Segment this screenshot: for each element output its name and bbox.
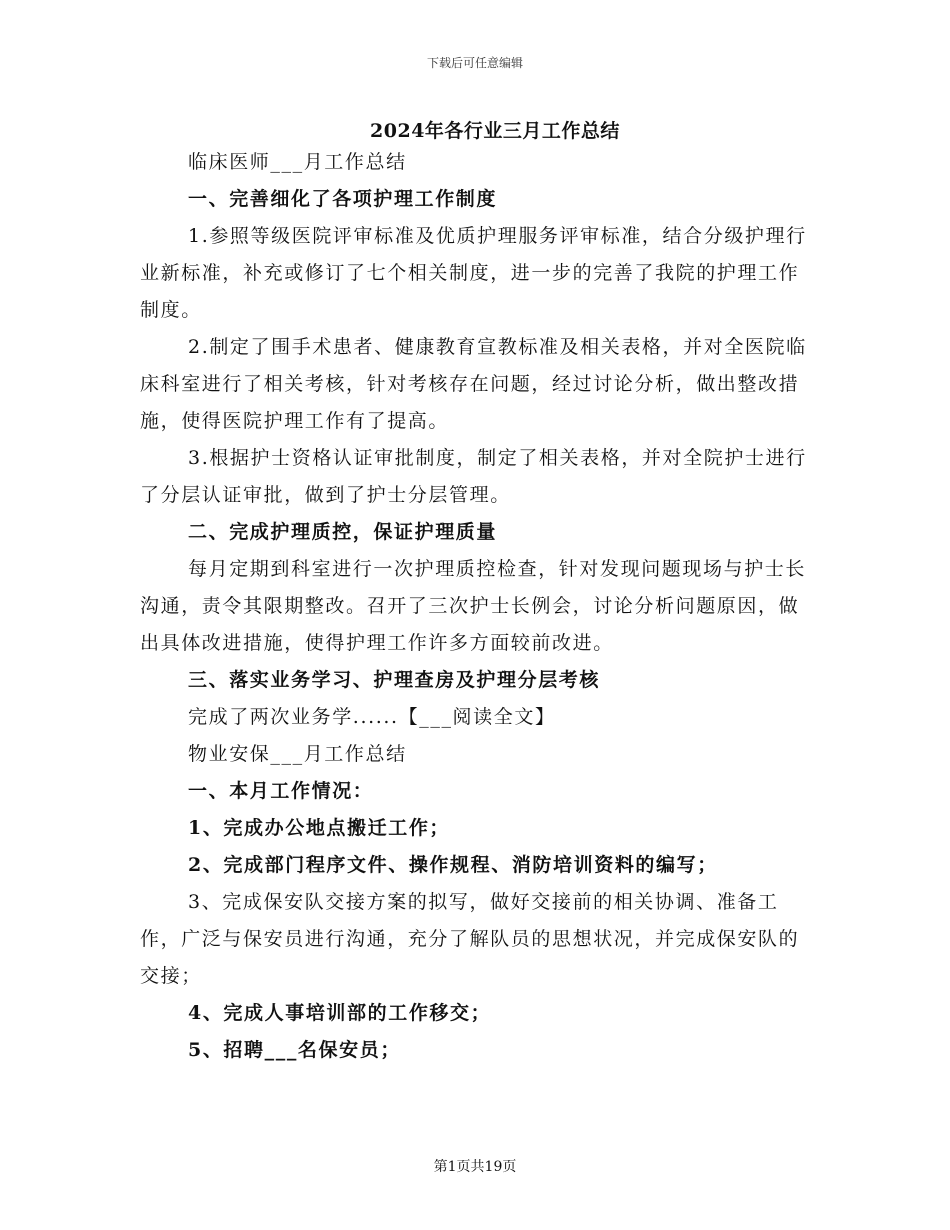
work-item-4: 4、完成人事培训部的工作移交； [188, 1002, 492, 1024]
section-heading-1: 一、完善细化了各项护理工作制度 [188, 188, 498, 210]
paragraph-item-1: 1.参照等级医院评审标准及优质护理服务评审标准，结合分级护理行业新标准，补充或修订了七个相关制度，进一步的完善了我院的护理工作制度。 [140, 225, 807, 321]
page-number: 第1页共19页 [433, 1159, 517, 1175]
paragraph-item-2: 2.制定了围手术患者、健康教育宣教标准及相关表格，并对全医院临床科室进行了相关考核，针对考核存在问题，经过讨论分析，做出整改措施，使得医院护理工作有了提高。 [140, 336, 807, 432]
document-title: 2024年各行业三月工作总结 [370, 120, 620, 142]
work-item-1: 1、完成办公地点搬迁工作； [188, 817, 451, 839]
section-heading-3: 三、落实业务学习、护理查房及护理分层考核 [188, 669, 601, 691]
subtitle-clinical: 临床医师___月工作总结 [188, 151, 407, 173]
read-more-link[interactable]: 完成了两次业务学......【___阅读全文】 [188, 706, 556, 728]
page-header-note: 下载后可任意编辑 [426, 56, 523, 70]
work-item-3: 3、完成保安队交接方案的拟写，做好交接前的相关协调、准备工作，广泛与保安员进行沟通，充分了解队员的思想状况，并完成保安队的交接； [140, 891, 800, 987]
document-body [140, 144, 810, 1069]
section-heading-2: 二、完成护理质控，保证护理质量 [188, 521, 498, 543]
work-item-5: 5、招聘___名保安员； [188, 1039, 401, 1061]
work-item-2: 2、完成部门程序文件、操作规程、消防培训资料的编写； [188, 854, 718, 876]
paragraph-quality-control: 每月定期到科室进行一次护理质控检查，针对发现问题现场与护士长沟通，责令其限期整改。召开了三次护士长例会，讨论分析问题原因，做出具体改进措施，使得护理工作许多方面较前改进。 [140, 558, 807, 654]
subtitle-property-security: 物业安保___月工作总结 [188, 743, 407, 765]
section-heading-work-status: 一、本月工作情况： [188, 780, 374, 802]
paragraph-item-3: 3.根据护士资格认证审批制度，制定了相关表格，并对全院护士进行了分层认证审批，做到了护士分层管理。 [140, 447, 807, 506]
